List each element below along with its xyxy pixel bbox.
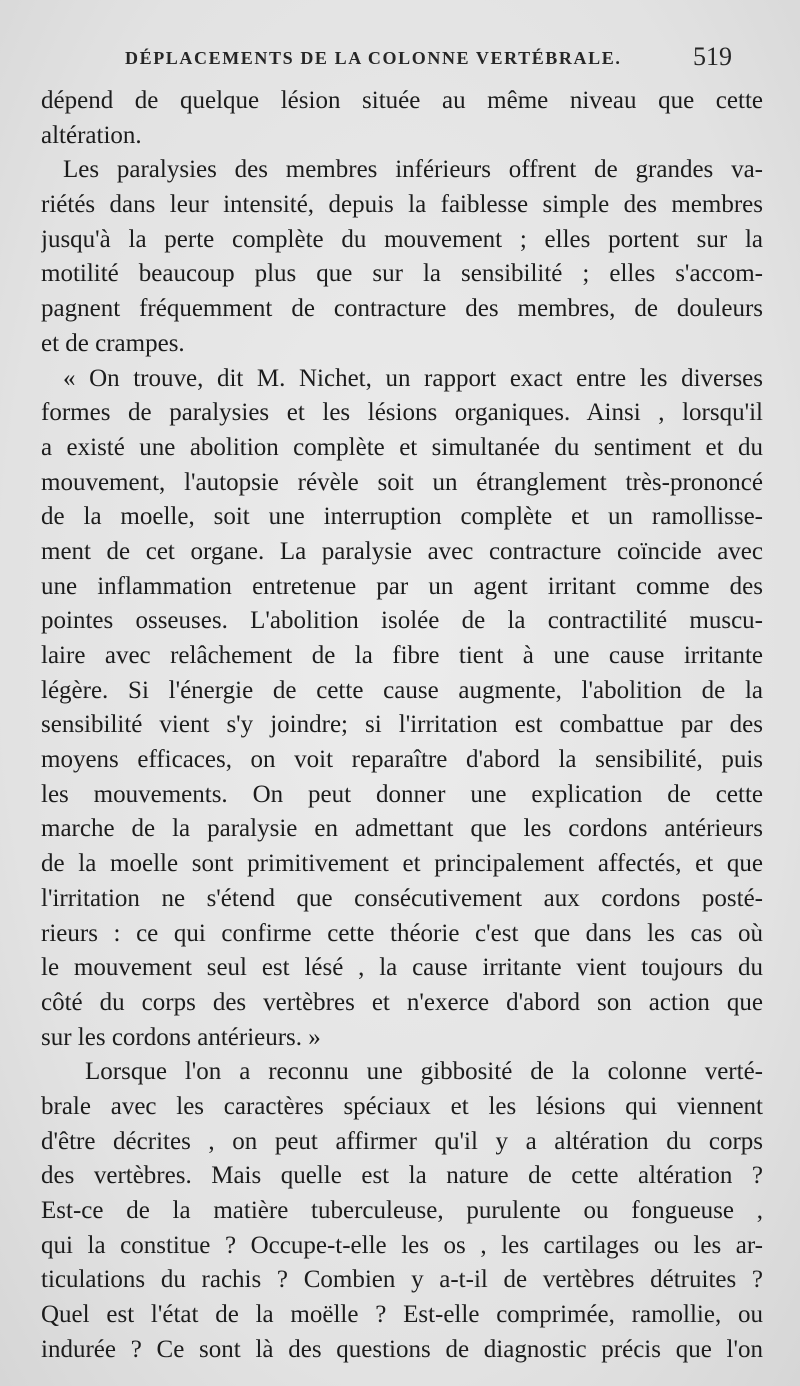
text-line: qui la constitue ? Occupe-t-elle les os , les cartilages ou les ar-	[41, 1231, 763, 1259]
page-number: 519	[693, 42, 732, 71]
text-line: sur les cordons antérieurs. »	[41, 1023, 321, 1051]
text-line: moyens efficaces, on voit reparaître d'abord la sensibilité, puis	[41, 746, 763, 774]
text-line: jusqu'à la perte complète du mouvement ; elles portent sur la	[41, 225, 763, 253]
text-line: altération.	[41, 121, 142, 149]
text-line: formes de paralysies et les lésions organiques. Ainsi , lorsqu'il	[41, 399, 763, 427]
text-line: Quel est l'état de la moëlle ? Est-elle comprimée, ramollie, ou	[41, 1301, 763, 1329]
text-line: indurée ? Ce sont là des questions de diagnostic précis que l'on	[41, 1335, 763, 1363]
page-header	[40, 42, 740, 82]
text-line: marche de la paralysie en admettant que les cordons antérieurs	[41, 815, 763, 843]
text-line: a existé une abolition complète et simultanée du sentiment et du	[41, 433, 763, 461]
text-line: mouvement, l'autopsie révèle soit un étranglement très-prononcé	[41, 468, 763, 496]
text-line: côté du corps des vertèbres et n'exerce d'abord son action que	[41, 988, 763, 1016]
text-line: légère. Si l'énergie de cette cause augmente, l'abolition de la	[41, 676, 763, 704]
text-line: d'être décrites , on peut affirmer qu'il y a altération du corps	[41, 1127, 763, 1155]
text-line: sensibilité vient s'y joindre; si l'irritation est combattue par des	[41, 711, 763, 739]
text-line: laire avec relâchement de la fibre tient à une cause irritante	[41, 642, 763, 669]
text-line: brale avec les caractères spéciaux et les lésions qui viennent	[41, 1092, 763, 1120]
body-text	[41, 84, 763, 1367]
text-line: Est-ce de la matière tuberculeuse, purulente ou fongueuse ,	[41, 1197, 763, 1224]
text-line: pointes osseuses. L'abolition isolée de la contractilité muscu-	[41, 607, 763, 635]
text-line: le mouvement seul est lésé , la cause irritante vient toujours du	[41, 954, 763, 982]
text-line: de la moelle sont primitivement et principalement affectés, et que	[41, 850, 763, 878]
text-line: motilité beaucoup plus que sur la sensibilité ; elles s'accom-	[41, 260, 763, 288]
text-line: riétés dans leur intensité, depuis la faiblesse simple des membres	[41, 191, 763, 219]
text-line: une inflammation entretenue par un agent irritant comme des	[41, 572, 763, 600]
text-line: dépend de quelque lésion située au même niveau que cette	[41, 87, 763, 114]
text-line: les mouvements. On peut donner une explication de cette	[41, 780, 763, 808]
text-line: pagnent fréquemment de contracture des membres, de douleurs	[41, 295, 763, 323]
paragraph-first-line: « On trouve, dit M. Nichet, un rapport exact entre les diverses	[63, 364, 763, 392]
text-line: et de crampes.	[41, 329, 185, 357]
text-line: l'irritation ne s'étend que consécutivement aux cordons posté-	[41, 884, 763, 912]
text-line: de la moelle, soit une interruption complète et un ramollisse-	[41, 503, 763, 531]
running-title: DÉPLACEMENTS DE LA COLONNE VERTÉBRALE.	[125, 48, 622, 68]
text-line: ment de cet organe. La paralysie avec contracture coïncide avec	[41, 537, 763, 565]
text-line: rieurs : ce qui confirme cette théorie c'est que dans les cas où	[41, 919, 763, 947]
paragraph-first-line: Lorsque l'on a reconnu une gibbosité de la colonne verté-	[85, 1058, 763, 1086]
text-line: ticulations du rachis ? Combien y a-t-il de vertèbres détruites ?	[41, 1266, 763, 1294]
text-line: des vertèbres. Mais quelle est la nature de cette altération ?	[41, 1162, 763, 1190]
paragraph-first-line: Les paralysies des membres inférieurs offrent de grandes va-	[63, 156, 763, 184]
